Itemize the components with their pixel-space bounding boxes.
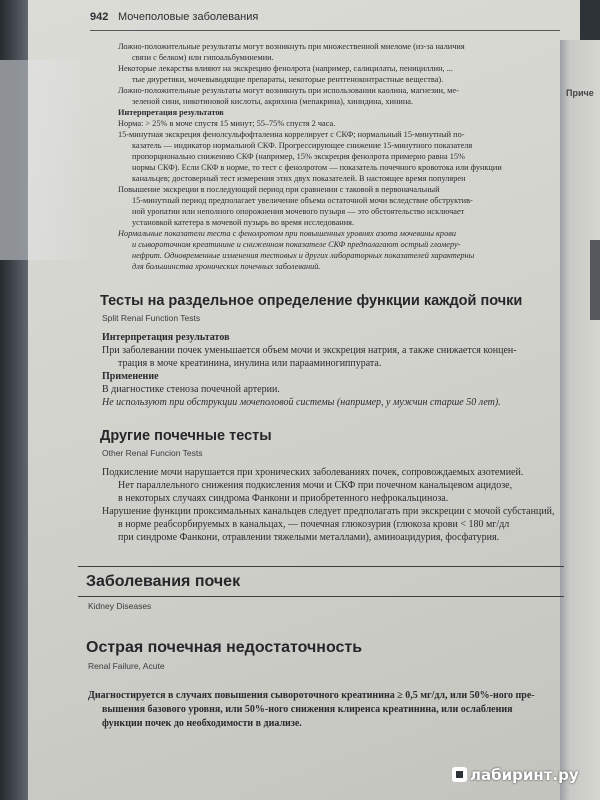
text-line: установкой катетера в мочевой пузырь во время исследования. bbox=[132, 218, 355, 227]
text-line: казатель — индикатор нормальной СКФ. Прогрессирующее снижение 15-минутного показателя bbox=[132, 141, 473, 150]
labirint-logo-icon bbox=[452, 767, 467, 782]
section-subtitle: Other Renal Funcion Tests bbox=[102, 448, 203, 458]
interpretation-heading: Интерпретация результатов bbox=[102, 332, 230, 343]
text-line: функции почек до необходимости в диализе. bbox=[102, 718, 302, 729]
text-line: вышения базового уровня, или 50%-ного снижения клиренса креатинина, или ослабления bbox=[102, 704, 513, 715]
section-subtitle: Renal Failure, Acute bbox=[88, 661, 165, 671]
text-line: ной уропатии или неполного опорожнения мочевого пузыря — это обстоятельство исключает bbox=[132, 207, 465, 216]
section-rule bbox=[78, 566, 564, 567]
italic-line: Не используют при обструкции мочеполовой системы (например, у мужчин старше 50 лет). bbox=[102, 397, 501, 408]
text-line: Подкисление мочи нарушается при хронических заболеваниях почек, сопровождаемых азотемией. bbox=[102, 467, 524, 478]
text-line: связи с белком) или гипоальбуминемии. bbox=[132, 53, 274, 62]
text-line: при синдроме Фанкони, отравлении тяжелыми металлами), аминоацидурия, фосфатурия. bbox=[118, 532, 500, 543]
text-line: в норме реабсорбируемых в канальцах, — почечная глюкозурия (глюкоза крови < 180 мг/дл bbox=[118, 519, 510, 530]
italic-line: Нормальные показатели теста с фенолротом при повышенных уровнях азота мочевины крови bbox=[118, 229, 456, 238]
text-line: канальцев; достоверный тест измерения этих двух показателей. В настоящее время популярен bbox=[132, 174, 466, 183]
watermark bbox=[452, 766, 579, 784]
text-line: тые диуретики, мочевыводящие препараты, некоторые рентгеноконтрастные вещества). bbox=[132, 75, 444, 84]
light-glare bbox=[0, 60, 90, 260]
chapter-subtitle: Kidney Diseases bbox=[88, 601, 152, 611]
section-rule bbox=[78, 596, 564, 597]
italic-line: для большинства хронических почечных заболеваний. bbox=[132, 262, 321, 271]
running-title: Мочеполовые заболевания bbox=[118, 11, 259, 23]
text-line: Нарушение функции проксимальных канальцев следует предполагать при экскреции с мочой субстанций, bbox=[102, 506, 555, 517]
text-line: Диагностируется в случаях повышения сывороточного креатинина ≥ 0,5 мг/дл, или 50%-ного пре- bbox=[88, 690, 535, 701]
text-line: трация в моче креатинина, инулина или парааминогиппурата. bbox=[118, 358, 382, 369]
page-number: 942 bbox=[90, 11, 109, 23]
chapter-title: Заболевания почек bbox=[86, 573, 241, 590]
text-line: При заболевании почек уменьшается объем мочи и экскреция натрия, а также снижается концен- bbox=[102, 345, 517, 356]
text-line: Некоторые лекарства влияют на экскрецию фенолрота (например, салицилаты, пенициллин, ... bbox=[118, 64, 453, 73]
section-title: Острая почечная недостаточность bbox=[86, 639, 363, 656]
watermark-text: лабиринт.ру bbox=[470, 766, 579, 784]
text-line: 15-минутный период предполагает увеличение объема остаточной мочи вследствие обструктив- bbox=[132, 196, 473, 205]
text-line: нормы СКФ). Если СКФ в норме, то тест с фенолротом — показатель почечного кровотока или функции bbox=[132, 163, 502, 172]
norm-line: Норма: > 25% в моче спустя 15 минут; 55–75% спустя 2 часа. bbox=[118, 119, 336, 128]
interpretation-heading: Интерпретация результатов bbox=[118, 108, 224, 117]
text-line: Ложно-положительные результаты могут возникнуть при множественной миеломе (из-за наличия bbox=[118, 42, 465, 51]
facing-page-heading: Приче bbox=[566, 88, 594, 98]
text-line: зеленой сини, никотиновой кислоты, акрихина (мепакрина), хинидина, хинина. bbox=[132, 97, 414, 106]
text-line: Ложно-положительные результаты могут возникнуть при использовании каолина, магнезии, ме- bbox=[118, 86, 459, 95]
running-header bbox=[90, 8, 560, 31]
text-line: пропорционально снижению СКФ (например, 15% экскреция фенолрота примерно равна 15% bbox=[132, 152, 465, 161]
facing-page-tab bbox=[590, 240, 600, 320]
text-line: В диагностике стеноза почечной артерии. bbox=[102, 384, 280, 395]
text-line: 15-минутная экскреция фенолсульфофталеина коррелирует с СКФ; нормальный 15-минутный по- bbox=[118, 130, 465, 139]
italic-line: нефрит. Одновременные изменения тестовых и других лабораторных показателей характерны bbox=[132, 251, 475, 260]
section-title: Другие почечные тесты bbox=[100, 428, 272, 444]
text-line: Нет параллельного снижения подкисления мочи и СКФ при почечном канальцевом ацидозе, bbox=[118, 480, 513, 491]
text-line: Повышение экскреции в последующий период при сравнении с таковой в первоначальный bbox=[118, 185, 440, 194]
text-line: в некоторых случаях синдрома Фанкони и приобретенного нефрокальциноза. bbox=[118, 493, 449, 504]
application-heading: Применение bbox=[102, 371, 159, 382]
section-title: Тесты на раздельное определение функции каждой почки bbox=[100, 293, 523, 309]
section-subtitle: Split Renal Function Tests bbox=[102, 313, 201, 323]
italic-line: и сывороточном креатинине и сниженном показателе СКФ предполагают острый гломеру- bbox=[132, 240, 461, 249]
facing-page-edge bbox=[560, 40, 600, 800]
